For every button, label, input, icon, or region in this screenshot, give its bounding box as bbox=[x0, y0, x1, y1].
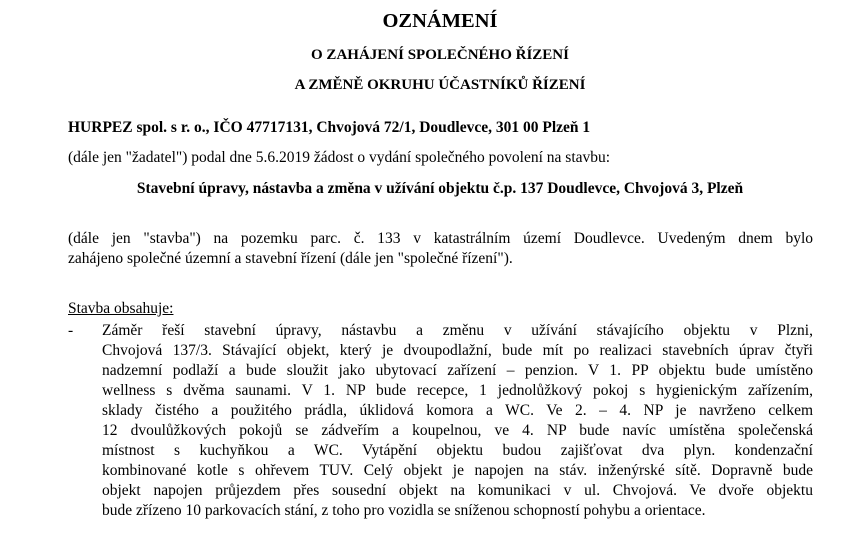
bullet-text-line: wellness s dvěma saunami. V 1. NP bude recepce, 1 jednolůžkový pokoj s hygienickým zařízením, bbox=[102, 382, 813, 399]
document-subtitle-line-1: O ZAHÁJENÍ SPOLEČNÉHO ŘÍZENÍ bbox=[311, 47, 569, 63]
paragraph-line: zahájeno společné územní a stavební řízení (dále jen "společné řízení"). bbox=[68, 250, 513, 267]
project-name: Stavební úpravy, nástavba a změna v užívání objektu č.p. 137 Doudlevce, Chvojová 3, Plzeň bbox=[136, 180, 744, 197]
paragraph-line: (dále jen "stavba") na pozemku parc. č. 133 v katastrálním území Doudlevce. Uvedeným dnem bylo bbox=[68, 230, 813, 247]
applicant-line: HURPEZ spol. s r. o., IČO 47717131, Chvojová 72/1, Doudlevce, 301 00 Plzeň 1 bbox=[68, 119, 591, 136]
bullet-text-line: sklady čistého a použitého prádla, úklidová komora a WC. Ve 2. – 4. NP je navrženo celkem bbox=[102, 402, 813, 419]
bullet-text-line: bude zřízeno 10 parkovacích stání, z toho pro vozidla se sníženou schopností pohybu a orientace. bbox=[102, 502, 706, 519]
bullet-text-line: Záměr řeší stavební úpravy, nástavbu a změnu v užívání stávajícího objektu v Plzni, bbox=[102, 322, 813, 339]
bullet-text-line: objekt napojen průjezdem přes sousední objekt na komunikaci v ul. Chvojová. Ve dvoře objektu bbox=[102, 482, 813, 499]
document-title: OZNÁMENÍ bbox=[382, 10, 498, 32]
bullet-text-line: místnost s kuchyňkou a WC. Vytápění objektu budou zajišťovat dva plyn. kondenzační bbox=[102, 442, 813, 459]
bullet-text-line: Chvojová 137/3. Stávající objekt, který je dvoupodlažní, bude mít po realizaci stavebních úprav čtyři bbox=[102, 342, 813, 359]
bullet-marker: - bbox=[68, 322, 74, 339]
bullet-text-line: kombinované kotle s ohřevem TUV. Celý objekt je napojen na stáv. inženýrské sítě. Dopravně bude bbox=[102, 462, 813, 479]
bullet-text-line: 12 dvoulůžkových pokojů se zádveřím a koupelnou, ve 4. NP bude navíc umístěna společenská bbox=[102, 422, 813, 439]
document-subtitle-line-2: A ZMĚNĚ OKRUHU ÚČASTNÍKŮ ŘÍZENÍ bbox=[294, 77, 586, 93]
bullet-text-line: nadzemní podlaží a bude sloužit jako ubytovací zařízení – penzion. V 1. PP objektu bude umístěno bbox=[102, 362, 813, 379]
section-heading: Stavba obsahuje: bbox=[68, 300, 174, 317]
intro-line: (dále jen "žadatel") podal dne 5.6.2019 žádost o vydání společného povolení na stavbu: bbox=[68, 149, 611, 166]
